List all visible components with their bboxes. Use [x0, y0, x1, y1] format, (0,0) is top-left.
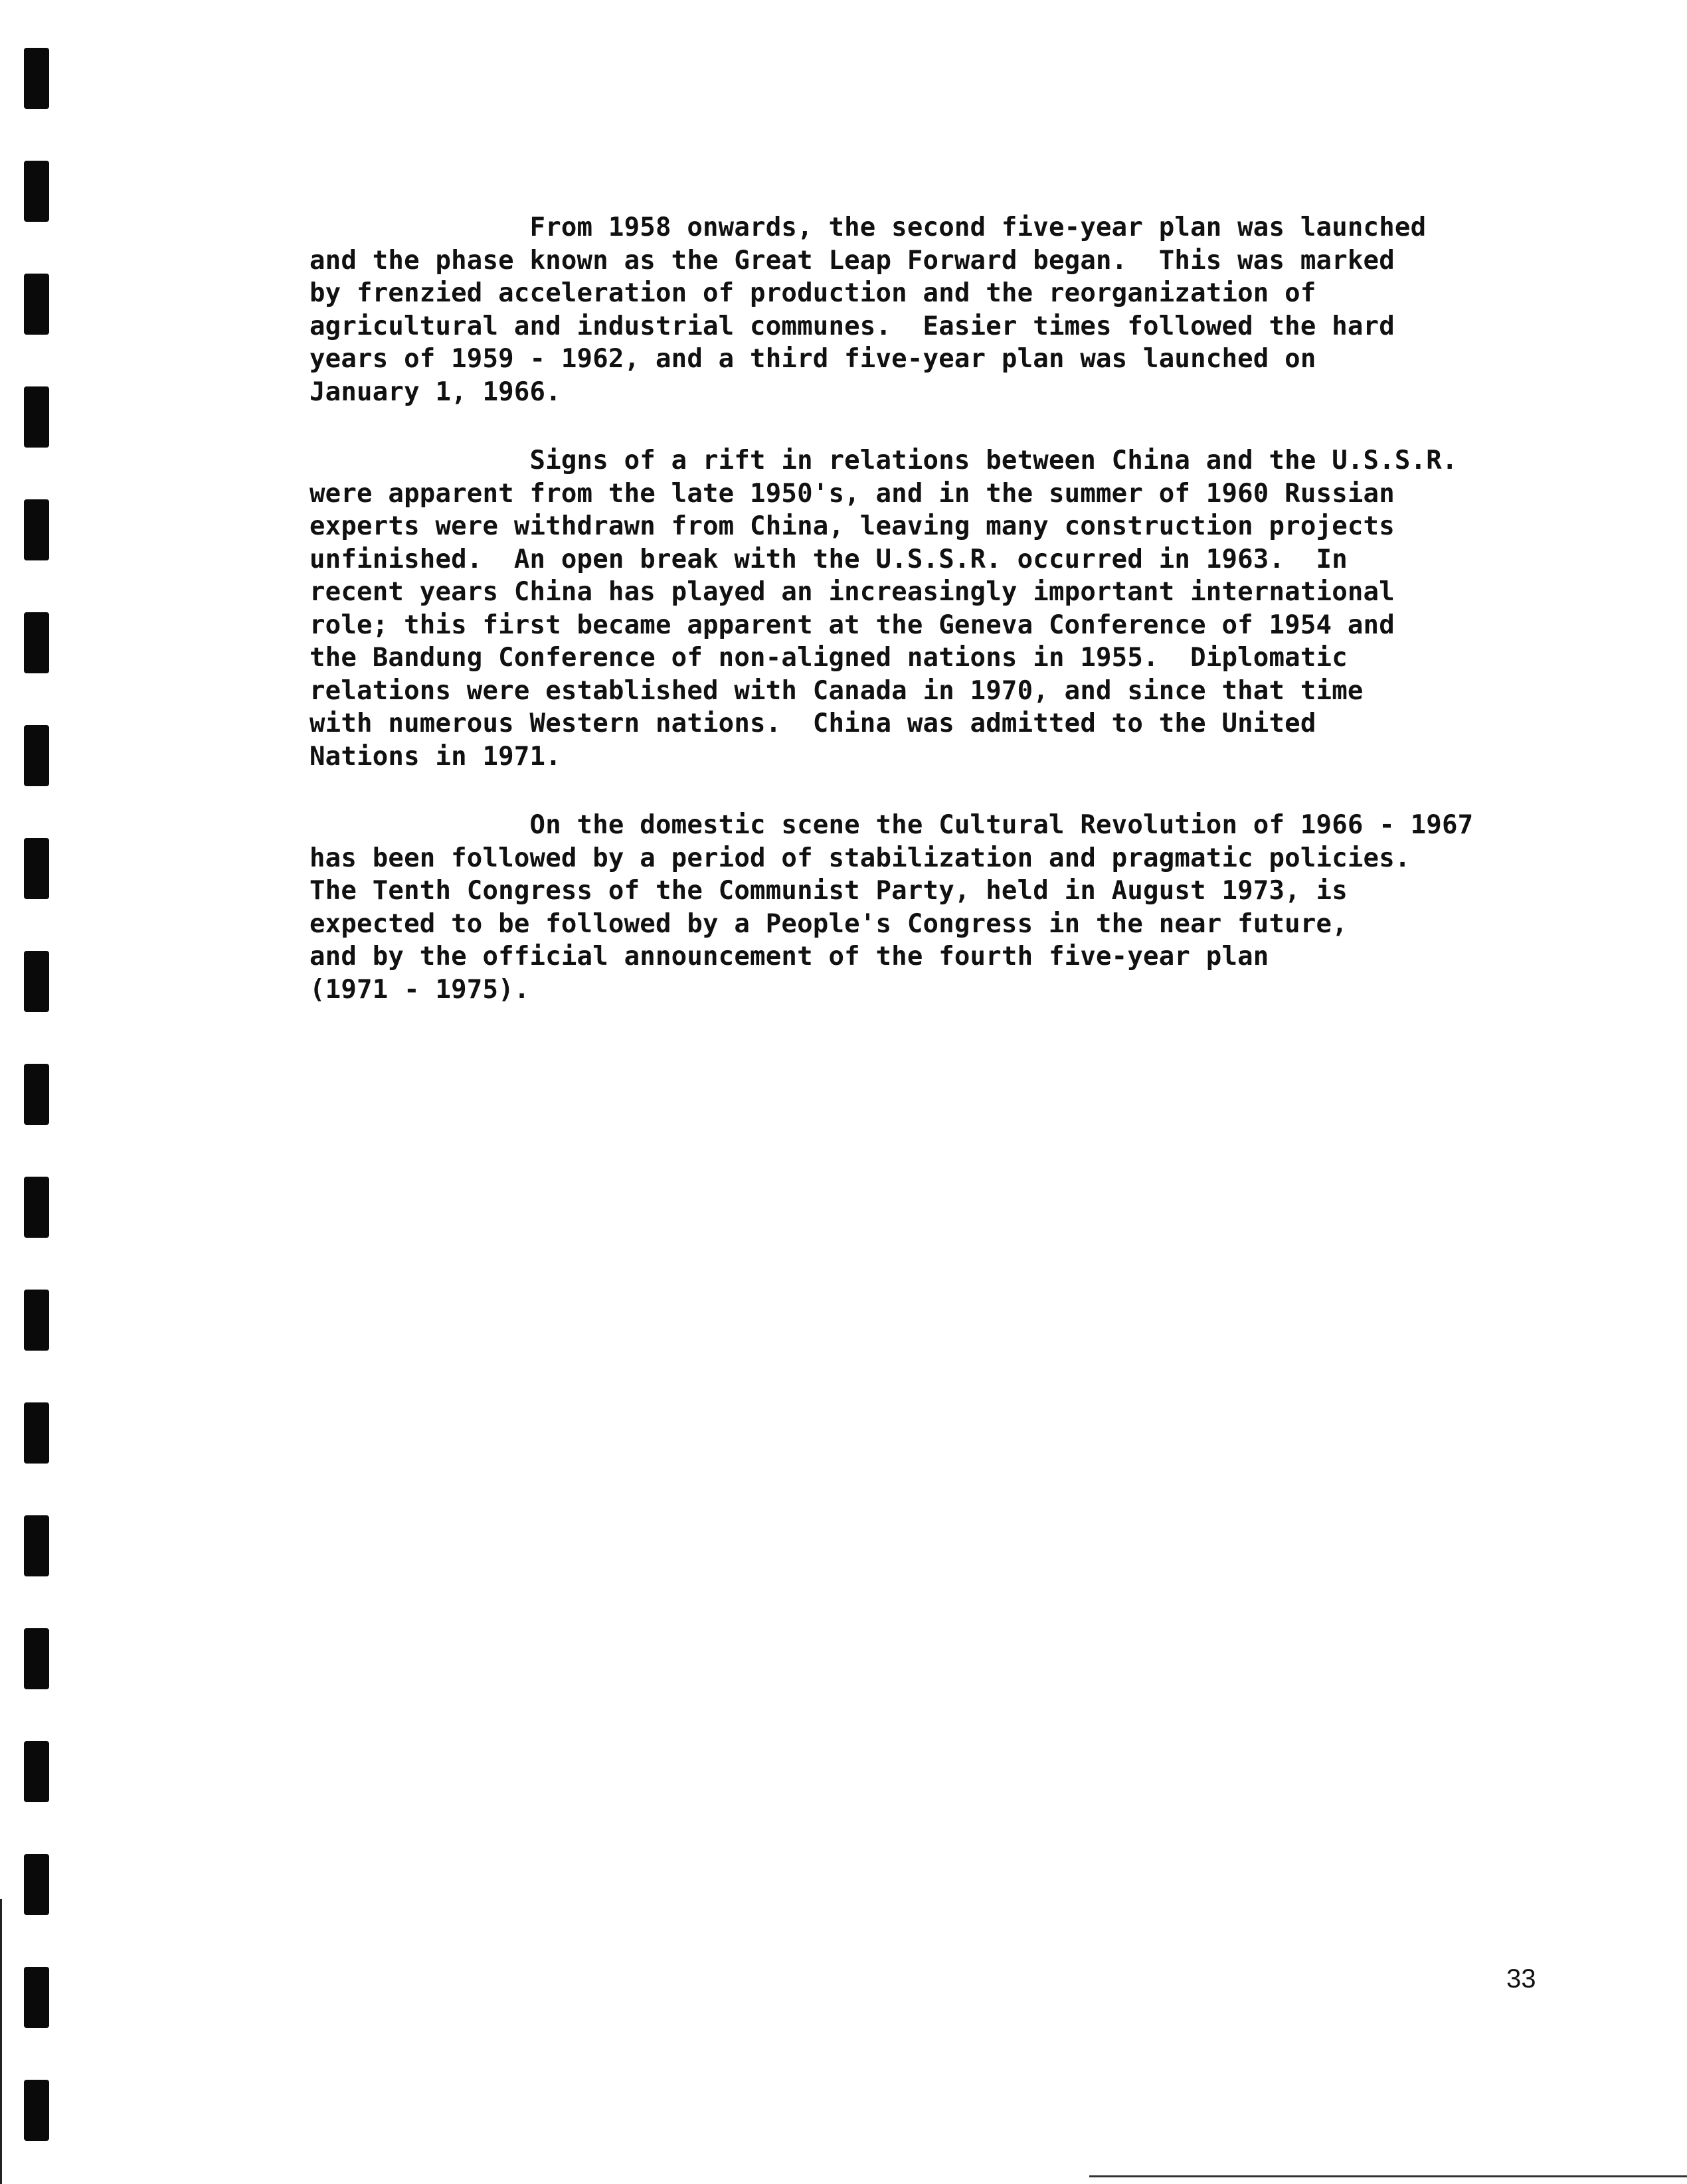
- binding-hole: [24, 499, 49, 560]
- paragraph-great-leap-forward: From 1958 onwards, the second five-year plan was launched and the phase known as the Great Leap Forward began. This was marked by frenzied acceleration of production and the reorganization of agricultural and industrial communes. Easier times followed the hard years of 1959 - 1962, and a third five-year plan was launched on January 1, 1966.: [310, 212, 1427, 407]
- binding-hole: [24, 274, 49, 335]
- paragraph-sino-soviet-rift: Signs of a rift in relations between China and the U.S.S.R. were apparent from the late 1950's, and in the summer of 1960 Russian experts were withdrawn from China, leaving many construction projects unfinished. An open break with the U.S.S.R. occurred in 1963. In recent years China has played an increasingly important international role; this first became apparent at the Geneva Conference of 1954 and the Bandung Conference of non-aligned nations in 1955. Diplomatic relations were established with Canada in 1970, and since that time with numerous Western nations. China was admitted to the United Nations in 1971.: [310, 446, 1458, 772]
- binding-hole: [24, 725, 49, 786]
- binding-hole: [24, 1064, 49, 1125]
- binding-hole: [24, 161, 49, 222]
- binding-hole: [24, 48, 49, 109]
- page-number: 33: [1506, 1964, 1536, 1993]
- page-edge-line: [0, 1899, 2, 2184]
- binding-hole: [24, 1177, 49, 1238]
- body-text: [310, 211, 1478, 1042]
- binding-hole: [24, 612, 49, 673]
- binding-hole: [24, 1967, 49, 2028]
- bottom-edge-line: [1089, 2175, 1687, 2177]
- binding-hole: [24, 1741, 49, 1802]
- paragraph-cultural-revolution: On the domestic scene the Cultural Revolution of 1966 - 1967 has been followed by a period of stabilization and pragmatic policies. The Tenth Congress of the Communist Party, held in August 1973, is expected to be followed by a People's Congress in the near future, and by the official announcement of the fourth five-year plan (1971 - 1975).: [310, 810, 1474, 1005]
- binding-hole: [24, 1515, 49, 1576]
- binding-hole: [24, 1628, 49, 1689]
- binding-hole: [24, 2080, 49, 2141]
- binding-hole: [24, 951, 49, 1012]
- binding-hole: [24, 1402, 49, 1464]
- binding-holes: [24, 0, 57, 2184]
- binding-hole: [24, 1854, 49, 1915]
- binding-hole: [24, 386, 49, 448]
- binding-hole: [24, 1290, 49, 1351]
- binding-hole: [24, 838, 49, 899]
